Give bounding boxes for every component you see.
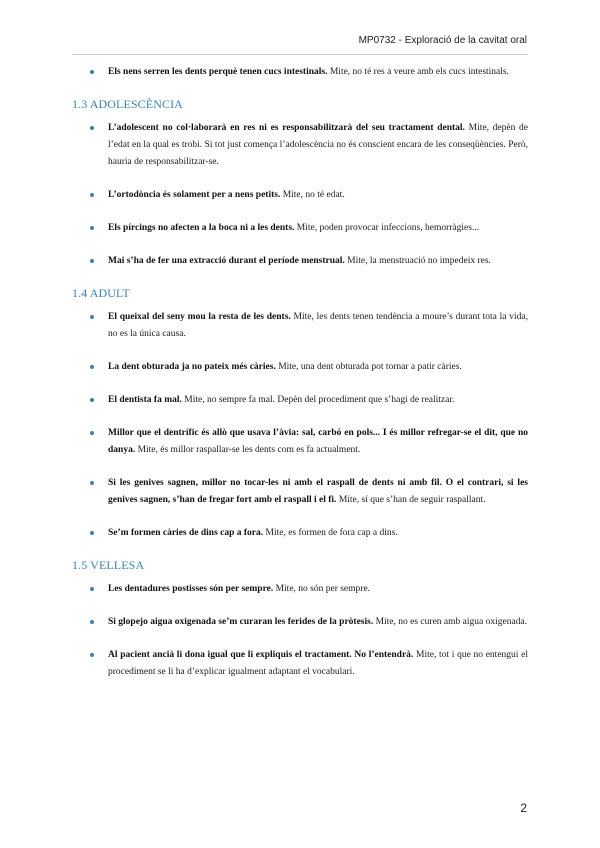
myth-statement: L’adolescent no col·laborarà en res ni es responsabilitzarà del seu tractament dental. — [108, 123, 465, 133]
section-list — [72, 309, 528, 542]
myth-statement: Mai s’ha de fer una extracció durant el període menstrual. — [108, 256, 345, 266]
myth-explanation: Mite, no té res a veure amb els cucs intestinals. — [327, 67, 509, 77]
section-heading: 1.4 ADULT — [72, 286, 130, 300]
list-item — [72, 392, 528, 409]
myth-statement: Al pacient ancià li dona igual que li expliquis el tractament. No l’entendrà. — [108, 650, 414, 660]
section — [72, 97, 528, 270]
list-item — [72, 309, 528, 343]
myth-explanation: Mite, no són per sempre. — [273, 584, 371, 594]
bullet-icon — [90, 315, 94, 319]
bullet-icon — [90, 431, 94, 435]
myth-statement: La dent obturada ja no pateix més càries. — [108, 362, 276, 372]
bullet-icon — [90, 653, 94, 657]
section-heading: 1.3 ADOLESCÈNCIA — [72, 97, 183, 111]
myth-statement: Si les genives sagnen, millor no tocar-les ni amb el raspall de dents ni amb fil. O el contrari, si les genives sagnen, s’han de fregar fort amb el raspall i el fi. — [108, 478, 528, 505]
list-item — [72, 581, 528, 598]
list-item — [72, 425, 528, 459]
bullet-icon — [90, 126, 94, 130]
myth-explanation: Mite, no es curen amb aigua oxigenada. — [373, 617, 527, 627]
section — [72, 558, 528, 681]
bullet-icon — [90, 193, 94, 197]
myth-statement: Si glopejo aigua oxigenada se’m curaran les ferides de la pròtesis. — [108, 617, 374, 627]
page-content — [72, 64, 528, 697]
bullet-icon — [90, 226, 94, 230]
myth-explanation: Mite, una dent obturada pot tornar a patir càries. — [275, 362, 462, 372]
myth-explanation: Mite, tot i que no entengui el procediment se li ha d’explicar igualment adaptant el vocabulari. — [108, 650, 528, 677]
myth-statement: Els pírcings no afecten a la boca ni a les dents. — [108, 223, 295, 233]
list-item — [72, 253, 528, 270]
bullet-icon — [90, 481, 94, 485]
myth-explanation: Mite, no té edat. — [280, 190, 345, 200]
myth-statement: L’ortodòncia és solament per a nens petits. — [108, 190, 281, 200]
myth-explanation: Mite, sí que s’han de seguir raspallant. — [336, 495, 486, 505]
list-item — [72, 187, 528, 204]
myth-statement: El queixal del seny mou la resta de les dents. — [108, 312, 291, 322]
section — [72, 286, 528, 542]
bullet-icon — [90, 620, 94, 624]
list-item — [72, 647, 528, 681]
myth-explanation: Mite, és millor raspallar-se les dents com es fa actualment. — [135, 445, 361, 455]
bullet-icon — [90, 259, 94, 263]
list-item — [72, 475, 528, 509]
sections-container — [72, 97, 528, 681]
bullet-icon — [90, 70, 94, 74]
intro-list — [72, 64, 528, 81]
list-item — [72, 525, 528, 542]
myth-statement: Se’m formen càries de dins cap a fora. — [108, 528, 264, 538]
section-list — [72, 581, 528, 681]
bullet-icon — [90, 365, 94, 369]
myth-statement: Els nens serren les dents perquè tenen cucs intestinals. — [108, 67, 328, 77]
myth-explanation: Mite, la menstruació no impedeix res. — [344, 256, 491, 266]
page-number: 2 — [520, 801, 527, 815]
myth-explanation: Mite, no sempre fa mal. Depèn del procediment que s’hagi de realitzar. — [181, 395, 455, 405]
section-list — [72, 120, 528, 270]
list-item — [72, 120, 528, 171]
myth-explanation: Mite, es formen de fora cap a dins. — [263, 528, 398, 538]
myth-statement: Millor que el dentrífic és allò que usava l’àvia: sal, carbó en pols... I és millor refregar-se el dit, que no danya. — [108, 428, 528, 455]
myth-explanation: Mite, les dents tenen tendència a moure’s durant tota la vida, no es la única causa. — [108, 312, 528, 339]
bullet-icon — [90, 587, 94, 591]
bullet-icon — [90, 531, 94, 535]
list-item — [72, 64, 528, 81]
myth-explanation: Mite, poden provocar infeccions, hemorràgies... — [294, 223, 480, 233]
section-heading: 1.5 VELLESA — [72, 558, 145, 572]
list-item — [72, 359, 528, 376]
header-rule — [72, 54, 528, 55]
bullet-icon — [90, 398, 94, 402]
myth-statement: El dentista fa mal. — [108, 395, 182, 405]
myth-statement: Les dentadures postisses són per sempre. — [108, 584, 274, 594]
myth-explanation: Mite, depèn de l’edat en la qual es trobi. Si tot just comença l’adolescència no és conscient encara de les conseqüències. Però, hauria de responsabilitzar-se. — [108, 123, 528, 167]
list-item — [72, 614, 528, 631]
running-header: MP0732 - Exploració de la cavitat oral — [358, 35, 527, 46]
list-item — [72, 220, 528, 237]
